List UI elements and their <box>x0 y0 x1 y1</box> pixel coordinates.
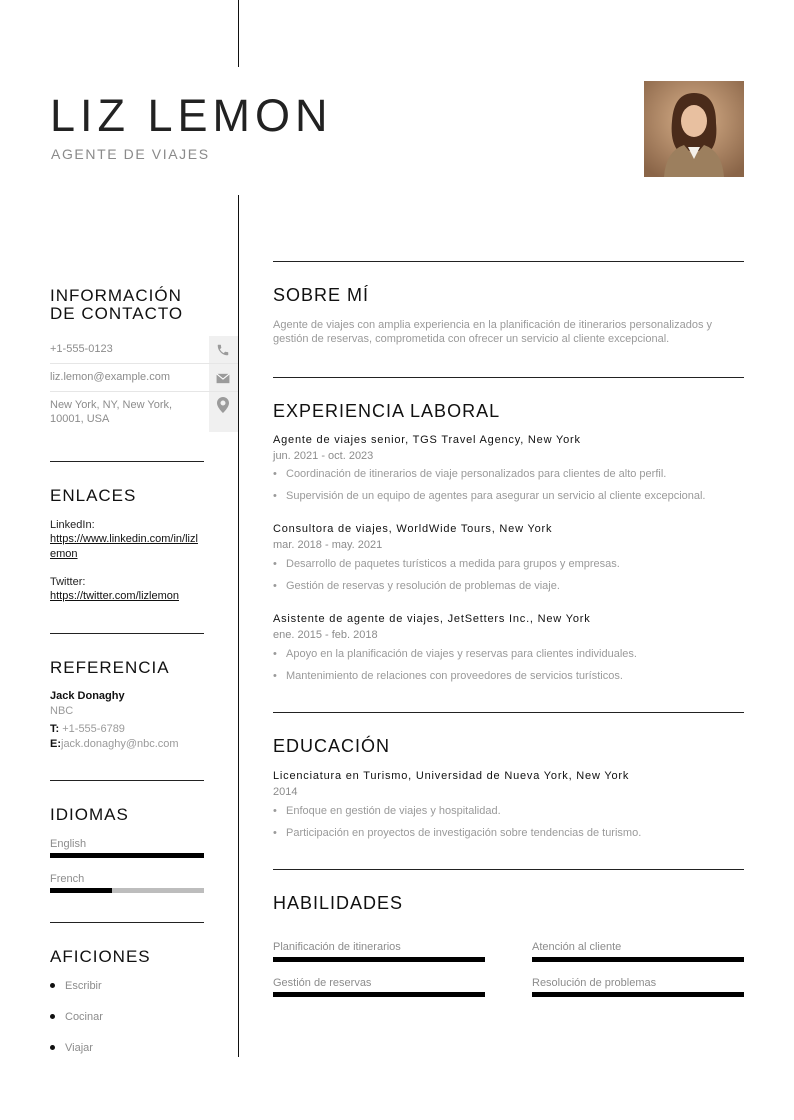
job-bullet: • Desarrollo de paquetes turísticos a medida para grupos y empresas. <box>273 558 620 570</box>
reference-phone <box>50 723 125 735</box>
reference-email-label: E: <box>50 738 61 750</box>
section-divider <box>50 780 204 781</box>
job-role: Agente de viajes senior, TGS Travel Agency, New York <box>273 434 581 446</box>
hobby-label: Viajar <box>65 1042 93 1054</box>
section-divider <box>50 633 204 634</box>
skill-name: Planificación de itinerarios <box>273 941 401 953</box>
hobby-label: Cocinar <box>65 1011 103 1023</box>
column-divider-line <box>238 195 239 1057</box>
language-level-bar <box>50 853 204 858</box>
skills-heading: HABILIDADES <box>273 893 404 913</box>
skill-name: Atención al cliente <box>532 941 622 953</box>
job-bullet: • Coordinación de itinerarios de viaje personalizados para clientes de alto perfil. <box>273 468 666 480</box>
reference-phone-value: +1-555-6789 <box>62 723 125 735</box>
job-dates: ene. 2015 - feb. 2018 <box>273 629 378 641</box>
about-heading: SOBRE MÍ <box>273 285 370 305</box>
header-divider-line <box>238 0 239 67</box>
twitter-link[interactable]: https://twitter.com/lizlemon <box>50 590 179 602</box>
reference-email <box>50 738 179 750</box>
job-role: Consultora de viajes, WorldWide Tours, New York <box>273 523 553 535</box>
skill-level-bar <box>532 992 744 997</box>
education-degree: Licenciatura en Turismo, Universidad de Nueva York, New York <box>273 770 630 782</box>
section-divider <box>50 461 204 462</box>
language-name: French <box>50 873 85 885</box>
bullet-dot <box>50 1014 55 1019</box>
job-title: AGENTE DE VIAJES <box>51 146 210 162</box>
linkedin-link[interactable]: https://www.linkedin.com/in/lizlemon <box>50 533 198 560</box>
linkedin-label: LinkedIn: <box>50 519 95 531</box>
languages-heading: IDIOMAS <box>50 805 129 824</box>
skill-name: Resolución de problemas <box>532 977 657 989</box>
language-name: English <box>50 838 87 850</box>
bullet-dot <box>50 1045 55 1050</box>
bullet-dot <box>50 983 55 988</box>
job-bullet: • Mantenimiento de relaciones con proveedores de servicios turísticos. <box>273 670 623 682</box>
hobby-item <box>50 1011 103 1023</box>
job-dates: mar. 2018 - may. 2021 <box>273 539 383 551</box>
job-bullet: • Gestión de reservas y resolución de problemas de viaje. <box>273 580 560 592</box>
education-bullet: • Enfoque en gestión de viajes y hospitalidad. <box>273 805 501 817</box>
section-divider <box>273 712 744 713</box>
reference-heading: REFERENCIA <box>50 658 170 677</box>
hobby-label: Escribir <box>65 980 102 992</box>
experience-heading: EXPERIENCIA LABORAL <box>273 401 501 421</box>
phone-icon <box>213 340 233 360</box>
links-heading: ENLACES <box>50 486 137 505</box>
contact-divider <box>50 391 238 392</box>
language-level-fill <box>50 888 112 893</box>
education-bullet: • Participación en proyectos de investigación sobre tendencias de turismo. <box>273 827 641 839</box>
contact-phone: +1-555-0123 <box>50 343 113 355</box>
candidate-name: LIZ LEMON <box>50 90 333 141</box>
section-divider <box>273 261 744 262</box>
mail-icon <box>213 368 233 388</box>
job-bullet: • Apoyo en la planificación de viajes y reservas para clientes individuales. <box>273 648 637 660</box>
location-icon <box>213 395 233 415</box>
reference-name: Jack Donaghy <box>50 690 125 702</box>
job-bullet: • Supervisión de un equipo de agentes para asegurar un servicio al cliente excepcional. <box>273 490 706 502</box>
hobby-item <box>50 980 102 992</box>
language-level-fill <box>50 853 204 858</box>
job-dates: jun. 2021 - oct. 2023 <box>273 450 374 462</box>
education-heading: EDUCACIÓN <box>273 736 391 756</box>
contact-address: New York, NY, New York, 10001, USA <box>50 399 173 425</box>
section-divider <box>50 922 204 923</box>
skill-level-bar <box>532 957 744 962</box>
skill-name: Gestión de reservas <box>273 977 372 989</box>
contact-divider <box>50 363 238 364</box>
skill-level-bar <box>273 992 485 997</box>
contact-heading <box>50 287 183 323</box>
skill-level-bar <box>273 957 485 962</box>
contact-heading-line1: INFORMACIÓN <box>50 286 182 305</box>
hobby-item <box>50 1042 93 1054</box>
reference-email-value: jack.donaghy@nbc.com <box>61 738 179 750</box>
twitter-label: Twitter: <box>50 576 86 588</box>
contact-heading-line2: DE CONTACTO <box>50 304 184 323</box>
contact-email: liz.lemon@example.com <box>50 371 170 383</box>
education-year: 2014 <box>273 786 298 798</box>
profile-photo <box>644 81 744 177</box>
section-divider <box>273 869 744 870</box>
job-role: Asistente de agente de viajes, JetSetters Inc., New York <box>273 613 591 625</box>
reference-phone-label: T: <box>50 723 60 735</box>
section-divider <box>273 377 744 378</box>
language-level-bar <box>50 888 204 893</box>
about-text: Agente de viajes con amplia experiencia en la planificación de itinerarios personalizados y gestión de reservas, comprometida con ofrecer un servicio al cliente excepcional. <box>273 319 713 345</box>
hobbies-heading: AFICIONES <box>50 947 151 966</box>
reference-org: NBC <box>50 705 74 717</box>
